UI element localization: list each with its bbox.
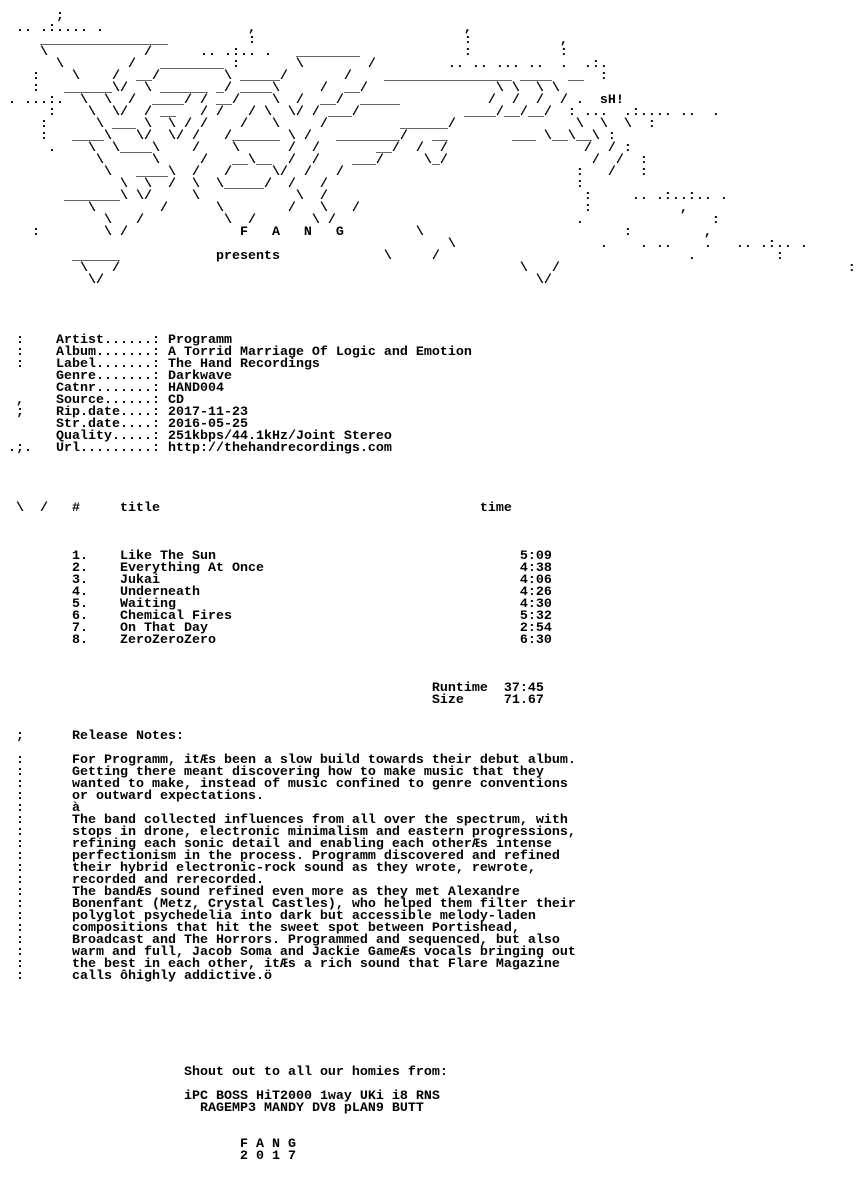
ascii-decoration: \ / bbox=[0, 501, 72, 516]
track-time: 2:54 bbox=[519, 621, 552, 636]
track-title: Waiting bbox=[119, 597, 176, 612]
ascii-decoration: : bbox=[0, 849, 72, 864]
release-notes-line: warm and full, Jacob Soma and Jackie GameÆs vocals bringing out bbox=[71, 945, 576, 960]
track-title: Like The Sun bbox=[119, 549, 216, 564]
ascii-decoration bbox=[464, 693, 504, 708]
ascii-decoration: : bbox=[0, 753, 72, 768]
release-notes-line: calls ôhighly addictive.ö bbox=[71, 969, 272, 984]
track-number: 4. bbox=[71, 585, 88, 600]
url-value: http://thehandrecordings.com bbox=[167, 441, 392, 456]
ascii-decoration: Genre.......: bbox=[0, 369, 168, 384]
ascii-decoration: : bbox=[0, 921, 72, 936]
ascii-decoration: : bbox=[0, 789, 72, 804]
ascii-art-line: \ \ / __\__ / / ___/ \_/ / / : bbox=[0, 153, 648, 168]
release-notes-line: recorded and rerecorded. bbox=[71, 873, 264, 888]
release-notes-heading: Release Notes: bbox=[71, 729, 184, 744]
track-time: 4:38 bbox=[519, 561, 552, 576]
runtime-value: 37:45 bbox=[503, 681, 544, 696]
track-title: Underneath bbox=[119, 585, 200, 600]
track-number: 1. bbox=[71, 549, 88, 564]
ascii-decoration bbox=[0, 633, 72, 648]
rip-date-value: 2017-11-23 bbox=[167, 405, 248, 420]
greets-row bbox=[0, 1103, 424, 1115]
ascii-art-line: \ / ________ : \ / .. .. ... .. . .:. bbox=[0, 57, 608, 72]
release-notes-line: Getting there meant discovering how to make music that they bbox=[71, 765, 544, 780]
tracklist-header-row bbox=[0, 503, 512, 515]
ascii-decoration bbox=[0, 1101, 200, 1116]
release-notes-line: Broadcast and The Horrors. Programmed and sequenced, but also bbox=[71, 933, 560, 948]
ascii-decoration: : bbox=[0, 945, 72, 960]
release-notes-heading-row bbox=[0, 731, 184, 743]
track-time: 5:32 bbox=[519, 609, 552, 624]
track-number: 3. bbox=[71, 573, 88, 588]
release-notes-row bbox=[0, 971, 272, 983]
release-notes-line: à bbox=[71, 801, 80, 816]
ascii-art-line: : \ \/ / __ / / / \ \/ / ___/ ____/__/__/ : ... .:.... .. . bbox=[0, 105, 720, 120]
greets-line-2: RAGEMP3 MANDY DV8 pLAN9 BUTT bbox=[199, 1101, 424, 1116]
ascii-art-line: : ____\ \/ \/ / /______ \ / ________/ __ ___ \__\__\ : bbox=[0, 129, 616, 144]
genre-value: Darkwave bbox=[167, 369, 232, 384]
ascii-decoration: : bbox=[0, 801, 72, 816]
album-value: A Torrid Marriage Of Logic and Emotion bbox=[167, 345, 472, 360]
track-number: 7. bbox=[71, 621, 88, 636]
ascii-decoration: : bbox=[0, 897, 72, 912]
ascii-art-line: \ / .. .:.. . ________ : : bbox=[0, 45, 568, 60]
tracklist-title-header: title bbox=[119, 501, 160, 516]
release-notes-line: compositions that hit the sweet spot between Portishead, bbox=[71, 921, 520, 936]
ascii-decoration: : Album.......: bbox=[0, 345, 168, 360]
ascii-decoration: : bbox=[0, 777, 72, 792]
track-title: Chemical Fires bbox=[119, 609, 232, 624]
ascii-decoration: ; Rip.date....: bbox=[0, 405, 168, 420]
ascii-art-line: .. .:.... . , , bbox=[0, 21, 472, 36]
size-label: Size bbox=[431, 693, 464, 708]
ascii-decoration: : bbox=[0, 909, 72, 924]
ascii-decoration: .;. Url.........: bbox=[0, 441, 168, 456]
ascii-decoration: : bbox=[0, 873, 72, 888]
greets-line-1: iPC BOSS HiT2000 1way UKi i8 RNS bbox=[183, 1089, 440, 1104]
artist-value: Programm bbox=[167, 333, 232, 348]
release-info-row bbox=[0, 443, 392, 455]
ascii-art-line: \/ \/ bbox=[0, 273, 552, 288]
source-value: CD bbox=[167, 393, 184, 408]
track-title: ZeroZeroZero bbox=[119, 633, 216, 648]
ascii-decoration: , Source......: bbox=[0, 393, 168, 408]
track-time: 4:06 bbox=[519, 573, 552, 588]
release-notes-line: perfectionism in the process. Programm discovered and refined bbox=[71, 849, 560, 864]
ascii-art-line: \ \ / \ \_____/ / / : bbox=[0, 177, 584, 192]
ascii-decoration: : bbox=[0, 861, 72, 876]
ascii-decoration: : bbox=[0, 969, 72, 984]
track-title: On That Day bbox=[119, 621, 208, 636]
track-time: 6:30 bbox=[519, 633, 552, 648]
ascii-decoration: ; bbox=[0, 729, 72, 744]
ascii-art-line: : \ / __/ \ _____/ / ________________ ____ __ : bbox=[0, 69, 608, 84]
str-date-value: 2016-05-25 bbox=[167, 417, 248, 432]
ascii-decoration: : bbox=[0, 933, 72, 948]
track-time: 4:30 bbox=[519, 597, 552, 612]
ascii-decoration: Catnr.......: bbox=[0, 381, 168, 396]
ascii-art-line: : ______\/ \ ______ _/ ____\ / __/ \ \ \ \ bbox=[0, 81, 568, 96]
runtime-label: Runtime bbox=[431, 681, 488, 696]
tracklist-num-header: # bbox=[71, 501, 80, 516]
ascii-decoration bbox=[88, 633, 120, 648]
ascii-art-line: : \ ___ \ \ / / / \ / ______/ \ \ \ : bbox=[0, 117, 656, 132]
ascii-art-line: \ . . .. . .. .:.. . bbox=[0, 237, 808, 252]
ascii-decoration: : bbox=[0, 957, 72, 972]
ascii-art-line: . ...:. \ \ / ____/ / __/ \ / __/ _____ / / / / . sH! bbox=[0, 93, 624, 108]
release-notes-line: wanted to make, instead of music confined to genre conventions bbox=[71, 777, 568, 792]
size-value: 71.67 bbox=[503, 693, 544, 708]
track-number: 2. bbox=[71, 561, 88, 576]
ascii-art-line: \ ____\ / / \/ / / : / : bbox=[0, 165, 648, 180]
track-row bbox=[0, 635, 552, 647]
greets-heading-row bbox=[0, 1067, 448, 1079]
ascii-art-line: . \ \____\ / \ / / __/ / / / / : bbox=[0, 141, 632, 156]
ascii-decoration: : bbox=[0, 885, 72, 900]
release-notes-line: The band collected influences from all over the spectrum, with bbox=[71, 813, 568, 828]
ascii-art-line: \ / \ / : bbox=[0, 261, 856, 276]
ascii-art-line: \ / \ / \ / : , bbox=[0, 201, 688, 216]
release-notes-line: stops in drone, electronic minimalism and eastern progressions, bbox=[71, 825, 576, 840]
track-time: 5:09 bbox=[519, 549, 552, 564]
greets-heading: Shout out to all our homies from: bbox=[183, 1065, 448, 1080]
ascii-decoration: Str.date....: bbox=[0, 417, 168, 432]
footer-row bbox=[0, 1151, 296, 1163]
ascii-decoration: : bbox=[0, 837, 72, 852]
release-notes-line: the best in each other, itÆs a rich sound that Flare Magazine bbox=[71, 957, 560, 972]
track-title: Jukai bbox=[119, 573, 160, 588]
ascii-decoration: : bbox=[0, 765, 72, 780]
ascii-decoration: : Artist......: bbox=[0, 333, 168, 348]
ascii-decoration: : Label.......: bbox=[0, 357, 168, 372]
tracklist-time-header: time bbox=[479, 501, 512, 516]
ascii-art-line: : \ / F A N G \ : , bbox=[0, 225, 712, 240]
ascii-decoration bbox=[0, 1065, 184, 1080]
catnr-value: HAND004 bbox=[167, 381, 224, 396]
release-notes-line: their hybrid electronic-rock sound as they wrote, rewrote, bbox=[71, 861, 536, 876]
label-value: The Hand Recordings bbox=[167, 357, 320, 372]
release-notes-line: Bonenfant (Metz, Crystal Castles), who helped them filter their bbox=[71, 897, 576, 912]
ascii-decoration bbox=[0, 693, 432, 708]
ascii-decoration: Quality.....: bbox=[0, 429, 168, 444]
size-row bbox=[0, 695, 544, 707]
ascii-decoration bbox=[216, 633, 520, 648]
ascii-art-line: ________________ : : , bbox=[0, 33, 568, 48]
ascii-decoration: : bbox=[0, 813, 72, 828]
release-notes-line: The bandÆs sound refined even more as they met Alexandre bbox=[71, 885, 520, 900]
ascii-decoration: : bbox=[0, 825, 72, 840]
ascii-art-line: ; bbox=[0, 9, 64, 24]
ascii-art-line: \ / \ / \ / . : bbox=[0, 213, 720, 228]
track-number: 6. bbox=[71, 609, 88, 624]
ascii-art-line: ______ presents \ / . : bbox=[0, 249, 784, 264]
release-notes-line: or outward expectations. bbox=[71, 789, 264, 804]
quality-value: 251kbps/44.1kHz/Joint Stereo bbox=[167, 429, 392, 444]
track-number: 8. bbox=[71, 633, 88, 648]
ascii-decoration bbox=[160, 501, 480, 516]
ascii-decoration bbox=[80, 501, 120, 516]
footer-group: F A N G bbox=[239, 1137, 296, 1152]
track-title: Everything At Once bbox=[119, 561, 264, 576]
track-number: 5. bbox=[71, 597, 88, 612]
footer-year: 2 0 1 7 bbox=[239, 1149, 296, 1164]
ascii-logo-row bbox=[0, 275, 552, 287]
release-notes-line: polyglot psychedelia into dark but accessible melody-laden bbox=[71, 909, 536, 924]
track-time: 4:26 bbox=[519, 585, 552, 600]
ascii-art-line: _______\ \/ \ \ / : .. .:..:.. . bbox=[0, 189, 728, 204]
ascii-decoration bbox=[0, 1149, 240, 1164]
release-notes-line: For Programm, itÆs been a slow build towards their debut album. bbox=[71, 753, 576, 768]
release-notes-line: refining each sonic detail and enabling each otherÆs intense bbox=[71, 837, 552, 852]
